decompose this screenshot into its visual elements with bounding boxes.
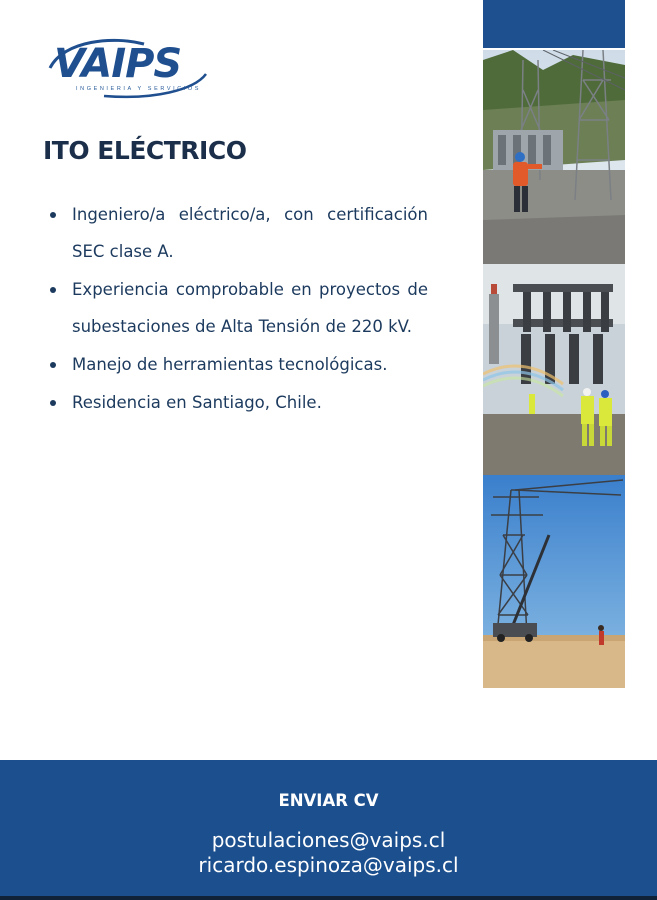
footer-contact-panel bbox=[0, 760, 657, 900]
email-link-ricardo[interactable]: ricardo.espinoza@vaips.cl bbox=[198, 853, 459, 877]
requirement-item: Ingeniero/a eléctrico/a, con certificación SEC clase A. bbox=[50, 196, 428, 270]
substation-worker-photo bbox=[483, 50, 625, 264]
bottom-edge-line bbox=[0, 896, 657, 900]
requirement-item: Manejo de herramientas tecnológicas. bbox=[50, 346, 428, 383]
transmission-tower-crane-photo bbox=[483, 475, 625, 688]
substation-washing-crew-photo bbox=[483, 264, 625, 475]
requirements-list bbox=[50, 196, 428, 421]
email-link-postulaciones[interactable]: postulaciones@vaips.cl bbox=[211, 828, 446, 852]
requirement-item: Experiencia comprobable en proyectos de subestaciones de Alta Tensión de 220 kV. bbox=[50, 271, 428, 345]
logo-tagline: INGENIERIA Y SERVICIOS bbox=[76, 86, 202, 92]
job-title: ITO ELÉCTRICO bbox=[43, 136, 247, 165]
requirement-item: Residencia en Santiago, Chile. bbox=[50, 384, 428, 421]
send-cv-heading: ENVIAR CV bbox=[278, 791, 379, 810]
company-logo bbox=[44, 38, 210, 100]
logo-wordmark: VAIPS bbox=[54, 41, 182, 87]
side-accent-bar bbox=[483, 0, 625, 48]
